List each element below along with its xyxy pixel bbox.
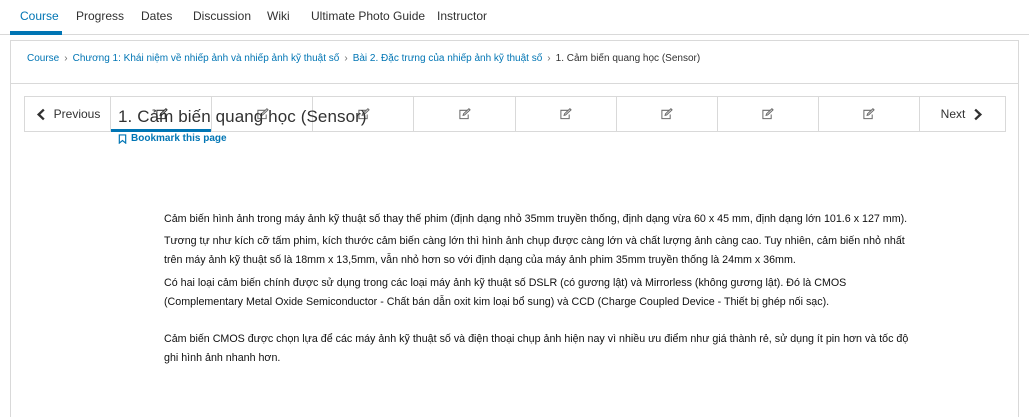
chevron-right-icon (971, 108, 984, 121)
course-tabs (0, 0, 1029, 35)
next-button[interactable] (919, 97, 1005, 131)
next-label: Next (940, 107, 966, 121)
breadcrumb-separator: › (547, 53, 551, 64)
paragraph: Tương tự như kích cỡ tấm phim, kích thước cảm biến càng lớn thì hình ảnh chụp được càng lớn và chất lượng ảnh càng cao. Tuy nhiên, cảm biến nhỏ nhất trên máy ảnh kỹ thuật số là 18mm x 13,5mm, vẫn nhỏ hơn so với định dạng của máy ảnh phim 35mm truyền thống là 24mm x 36mm. (164, 235, 905, 267)
unit-title: 1. Cảm biến quang học (Sensor) (118, 107, 367, 126)
divider (11, 83, 1018, 84)
breadcrumb-lesson[interactable]: Bài 2. Đặc trưng của nhiếp ảnh kỹ thuật số (352, 53, 543, 64)
bookmark-icon (118, 134, 127, 144)
chevron-left-icon (35, 108, 48, 121)
breadcrumb-separator: › (344, 53, 348, 64)
tab-wiki[interactable]: Wiki (267, 9, 290, 23)
tab-discussion[interactable]: Discussion (193, 9, 252, 23)
paragraph: Cảm biến hình ảnh trong máy ảnh kỹ thuật số thay thế phim (định dạng nhỏ 35mm truyền thống, định dạng vừa 60 x 45 mm, định dạng lớn 101.6 x 127 mm). (164, 213, 908, 225)
bookmark-button[interactable] (118, 133, 248, 144)
tab-dates[interactable]: Dates (141, 9, 173, 23)
breadcrumb-current: 1. Cảm biến quang học (Sensor) (555, 53, 701, 64)
unit-body (164, 210, 909, 371)
paragraph: Cảm biến CMOS được chọn lựa để các máy ảnh kỹ thuật số và điện thoại chụp ảnh hiện nay vì nhiều ưu điểm như giá thành rẻ, sử dụng ít pin hơn và tốc độ ghi hình ảnh nhanh hơn. (164, 333, 909, 365)
unit-header (118, 107, 918, 144)
bookmark-label: Bookmark this page (131, 133, 227, 144)
breadcrumb-course[interactable]: Course (27, 53, 60, 64)
paragraph: Có hai loại cảm biến chính được sử dụng trong các loại máy ảnh kỹ thuật số DSLR (có gương lật) và Mirrorless (không gương lật). Đó là CMOS (Complementary Metal Oxide Semiconductor - Chất bán dẫn oxit kim loại bổ sung) và CCD (Charge Coupled Device - Thiết bị ghép nối sạc). (164, 276, 847, 308)
tab-progress[interactable]: Progress (76, 9, 125, 23)
breadcrumb-separator: › (64, 53, 68, 64)
previous-label: Previous (53, 107, 101, 121)
tab-course[interactable]: Course (20, 9, 59, 23)
breadcrumb (27, 53, 700, 64)
tab-instructor[interactable]: Instructor (437, 9, 488, 23)
active-tab-indicator (10, 31, 62, 35)
breadcrumb-chapter[interactable]: Chương 1: Khái niệm về nhiếp ảnh và nhiếp ảnh kỹ thuật số (72, 53, 340, 64)
previous-button[interactable] (25, 97, 111, 131)
tab-ultimate-photo-guide[interactable]: Ultimate Photo Guide (311, 9, 426, 23)
